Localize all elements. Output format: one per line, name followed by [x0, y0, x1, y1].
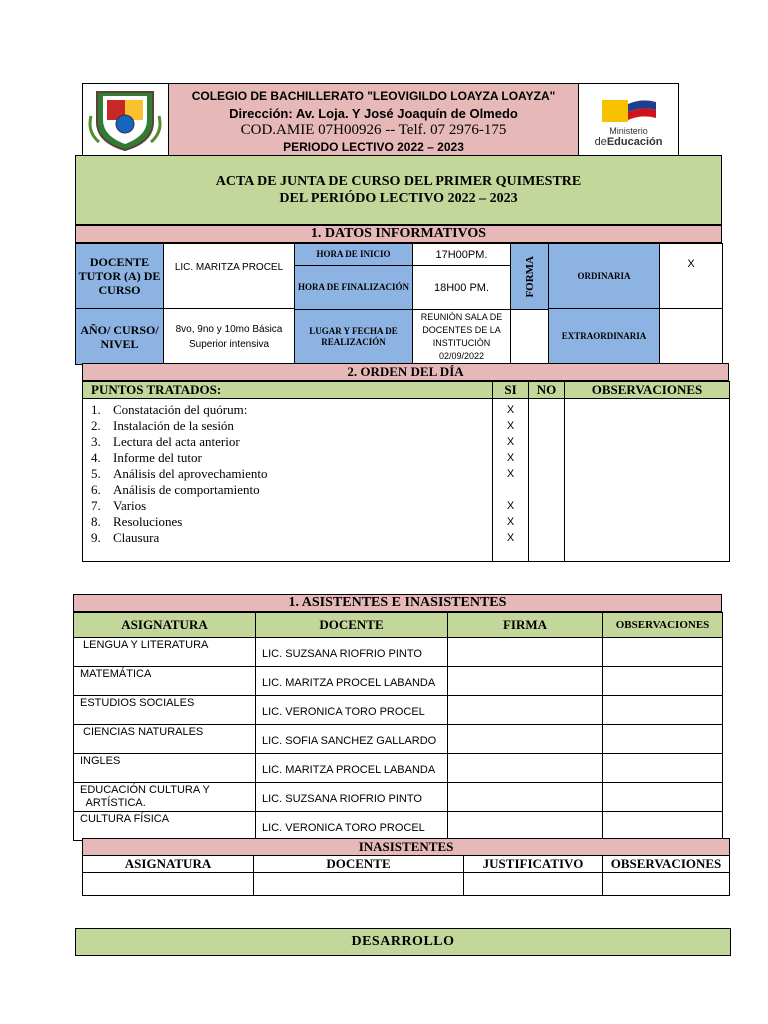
school-header	[82, 83, 679, 160]
school-name: COLEGIO DE BACHILLERATO "LEOVIGILDO LOAYZA LOAYZA"	[191, 88, 556, 103]
hora-fin-value: 18H00 PM.	[413, 266, 511, 310]
docente-value: LIC. MARITZA PROCEL	[164, 244, 295, 309]
school-period: PERIODO LECTIVO 2022 – 2023	[283, 139, 464, 154]
table-row	[74, 754, 723, 783]
col-docente: DOCENTE	[256, 613, 448, 638]
firma-cell[interactable]	[448, 725, 603, 754]
extraordinaria-label: EXTRAORDINARIA	[549, 309, 660, 365]
observaciones-cell[interactable]	[603, 754, 723, 783]
ordinaria-label: ORDINARIA	[549, 244, 660, 309]
orden-table	[82, 381, 730, 562]
observaciones-cell[interactable]	[603, 638, 723, 667]
hora-inicio-value: 17H00PM.	[413, 244, 511, 266]
firma-cell[interactable]	[448, 812, 603, 841]
agenda-item: 3. Lectura del acta anterior	[91, 434, 240, 449]
docente-cell: LIC. VERONICA TORO PROCEL	[256, 812, 448, 841]
si-mark: X	[506, 420, 515, 432]
col-docente: DOCENTE	[254, 856, 464, 873]
agenda-item: 4. Informe del tutor	[91, 450, 202, 465]
school-amie: COD.AMIE 07H00926 -- Telf. 07 2976-175	[240, 121, 507, 138]
docente-cell: LIC. SUZSANA RIOFRIO PINTO	[256, 638, 448, 667]
table-row	[74, 638, 723, 667]
si-mark: X	[506, 532, 515, 544]
observaciones-cell	[565, 399, 730, 562]
table-row	[74, 812, 723, 841]
col-asignatura: ASIGNATURA	[74, 613, 256, 638]
asignatura-cell: INGLES	[74, 754, 256, 783]
firma-cell[interactable]	[448, 696, 603, 725]
asignatura-cell: CULTURA FÍSICA	[74, 812, 256, 841]
docente-cell[interactable]	[254, 873, 464, 896]
col-si: SI	[493, 382, 529, 399]
col-firma: FIRMA	[448, 613, 603, 638]
asignatura-cell: LENGUA Y LITERATURA	[74, 638, 256, 667]
agenda-item: 8. Resoluciones	[91, 514, 183, 529]
docente-cell: LIC. MARITZA PROCEL LABANDA	[256, 754, 448, 783]
si-mark: X	[506, 404, 515, 416]
asignatura-cell[interactable]	[83, 873, 254, 896]
col-puntos: PUNTOS TRATADOS:	[83, 382, 493, 399]
ministry-line2	[595, 136, 663, 148]
school-info	[169, 84, 579, 160]
firma-cell[interactable]	[448, 667, 603, 696]
firma-cell[interactable]	[448, 638, 603, 667]
title-line2: DEL PERIÓDO LECTIVO 2022 – 2023	[279, 191, 518, 206]
extraordinaria-value	[660, 309, 723, 365]
asignatura-cell: CIENCIAS NATURALES	[74, 725, 256, 754]
si-mark: X	[506, 468, 515, 480]
observaciones-cell[interactable]	[603, 725, 723, 754]
asistentes-heading: 1. ASISTENTES E INASISTENTES	[73, 594, 722, 612]
docente-cell: LIC. MARITZA PROCEL LABANDA	[256, 667, 448, 696]
agenda-item: 9. Clausura	[91, 530, 160, 545]
asignatura-cell: MATEMÁTICA	[74, 667, 256, 696]
observaciones-cell[interactable]	[603, 873, 730, 896]
observaciones-cell[interactable]	[603, 783, 723, 812]
datos-heading: 1. DATOS INFORMATIVOS	[75, 225, 722, 243]
si-marks	[493, 399, 528, 546]
lugar-value: REUNIÓN SALA DE DOCENTES DE LA INSTITUCIÒN 02/09/2022	[413, 310, 511, 365]
desarrollo-heading: DESARROLLO	[75, 928, 731, 956]
ministry-name: Educación	[606, 135, 663, 148]
hora-inicio-label: HORA DE INICIO	[295, 244, 413, 266]
inasistentes-heading: INASISTENTES	[83, 839, 730, 856]
si-mark: X	[506, 452, 515, 464]
si-mark: X	[506, 500, 515, 512]
document-title	[75, 155, 722, 225]
ministry-flag-icon	[598, 96, 660, 126]
col-observaciones: OBSERVACIONES	[603, 856, 730, 873]
justificativo-cell[interactable]	[464, 873, 603, 896]
anio-label: AÑO/ CURSO/ NIVEL	[76, 309, 164, 365]
si-mark: X	[506, 436, 515, 448]
forma-label-cell	[511, 244, 549, 310]
agenda-list	[83, 399, 492, 546]
no-cell	[529, 399, 565, 562]
table-row	[74, 696, 723, 725]
ministry-prefix: de	[594, 135, 607, 148]
ordinaria-value: X	[660, 244, 723, 309]
docente-cell: LIC. SUZSANA RIOFRIO PINTO	[256, 783, 448, 812]
agenda-item: 6. Análisis de comportamiento	[91, 482, 260, 497]
agenda-item: 1. Constatación del quórum:	[91, 402, 248, 417]
col-observaciones: OBSERVACIONES	[603, 613, 723, 638]
asignatura-cell: EDUCACIÓN CULTURA Y ARTÍSTICA.	[74, 783, 256, 812]
firma-cell[interactable]	[448, 783, 603, 812]
agenda-item: 7. Varios	[91, 498, 147, 513]
table-row	[74, 667, 723, 696]
observaciones-cell[interactable]	[603, 812, 723, 841]
table-row	[83, 873, 730, 896]
asistentes-table	[73, 612, 723, 841]
ministry-logo	[581, 96, 676, 148]
docente-label: DOCENTE TUTOR (A) DE CURSO	[76, 244, 164, 309]
col-no: NO	[529, 382, 565, 399]
school-logo-cell	[83, 84, 169, 160]
col-asignatura: ASIGNATURA	[83, 856, 254, 873]
si-cell	[493, 399, 529, 562]
observaciones-cell[interactable]	[603, 696, 723, 725]
ministry-logo-cell	[579, 84, 679, 160]
col-observaciones: OBSERVACIONES	[565, 382, 730, 399]
lugar-label: LUGAR Y FECHA DE REALIZACIÓN	[295, 310, 413, 365]
orden-heading: 2. ORDEN DEL DÍA	[82, 363, 729, 381]
observaciones-cell[interactable]	[603, 667, 723, 696]
table-row	[74, 783, 723, 812]
ministry-line1: Ministerio	[609, 125, 648, 136]
title-line1: ACTA DE JUNTA DE CURSO DEL PRIMER QUIMESTRE	[215, 174, 582, 189]
school-address: Dirección: Av. Loja. Y José Joaquín de Olmedo	[229, 105, 518, 121]
asignatura-cell: ESTUDIOS SOCIALES	[74, 696, 256, 725]
si-mark: X	[506, 516, 515, 528]
agenda-item: 5. Análisis del aprovechamiento	[91, 466, 268, 481]
si-mark	[493, 482, 528, 498]
firma-cell[interactable]	[448, 754, 603, 783]
table-row	[74, 725, 723, 754]
anio-value: 8vo, 9no y 10mo Básica Superior intensiva	[164, 309, 295, 365]
docente-cell: LIC. SOFIA SANCHEZ GALLARDO	[256, 725, 448, 754]
docente-cell: LIC. VERONICA TORO PROCEL	[256, 696, 448, 725]
inasistentes-table	[82, 838, 730, 896]
agenda-item: 2. Instalación de la sesión	[91, 418, 234, 433]
hora-fin-label: HORA DE FINALIZACIÓN	[295, 266, 413, 310]
datos-table	[75, 243, 723, 365]
agenda-cell	[83, 399, 493, 562]
col-justificativo: JUSTIFICATIVO	[464, 856, 603, 873]
school-crest-icon	[85, 86, 165, 152]
forma-label: FORMA	[523, 255, 536, 298]
